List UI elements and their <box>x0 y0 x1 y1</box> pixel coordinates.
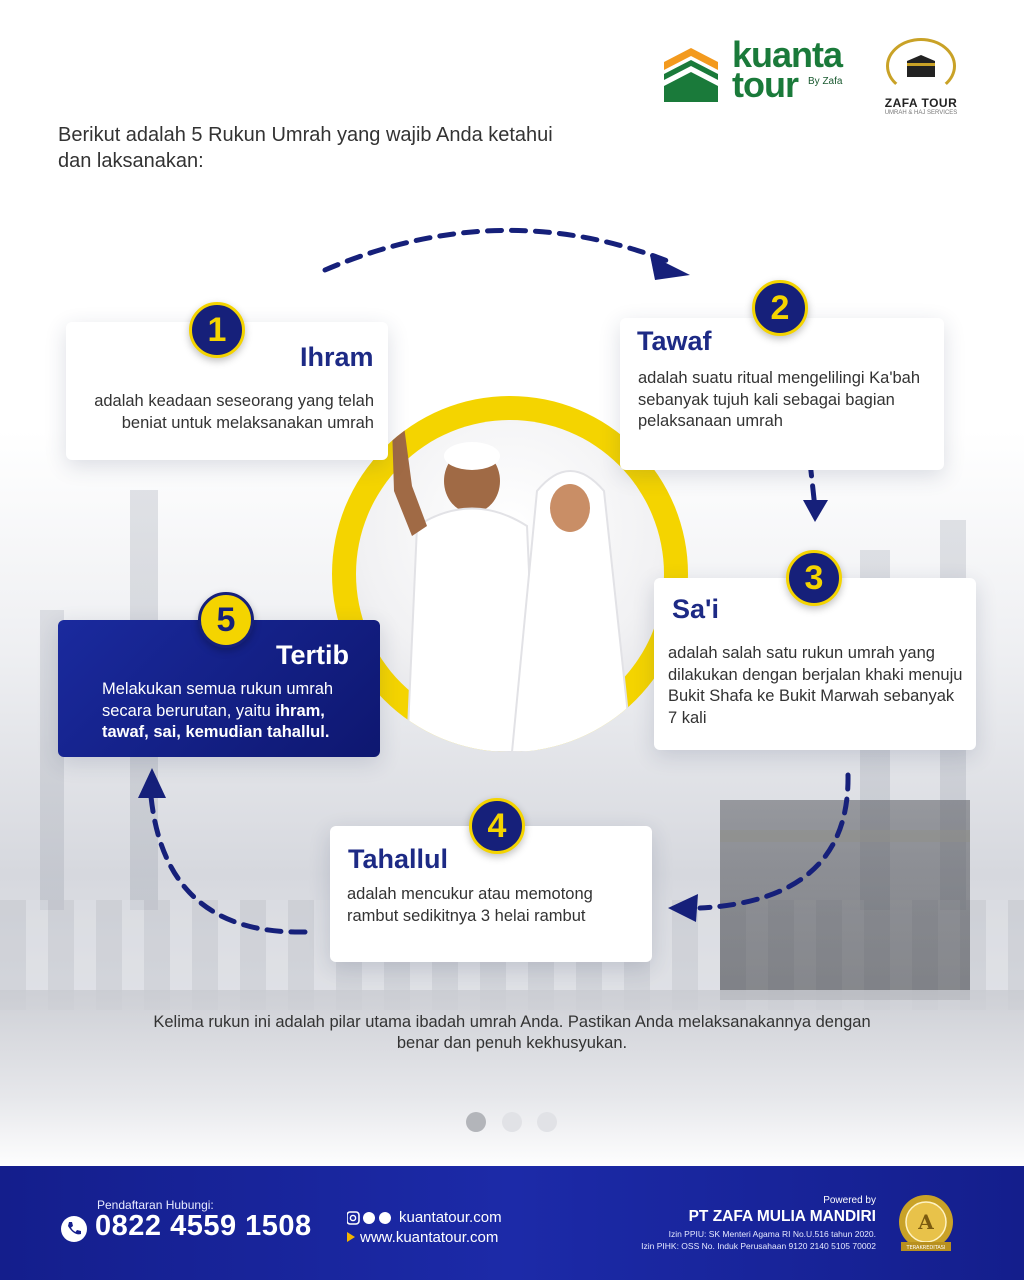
step-number-2: 2 <box>752 280 808 336</box>
phone-icon <box>60 1215 88 1243</box>
accreditation-badge-icon <box>893 1192 959 1258</box>
social-icons <box>347 1211 395 1225</box>
step-number-1: 1 <box>189 302 245 358</box>
step-desc-ihram: adalah keadaan seseorang yang telah beniat untuk melaksanakan umrah <box>94 392 374 432</box>
page-dot-1[interactable] <box>466 1112 486 1132</box>
badge-letter: A <box>918 1210 934 1234</box>
tertib-desc-bold-2: tawaf, sai, kemudian tahallul. <box>102 723 330 741</box>
footer <box>0 1166 1024 1280</box>
step-title-ihram: Ihram <box>300 342 374 372</box>
zafa-name: ZAFA TOUR <box>884 96 958 110</box>
kuanta-logo-icon <box>660 44 722 106</box>
web-arrow-icon <box>347 1232 355 1242</box>
website-link[interactable]: www.kuantatour.com <box>360 1229 499 1246</box>
step-title-sai: Sa'i <box>672 594 719 624</box>
registration-label: Pendaftaran Hubungi: <box>97 1198 214 1212</box>
arrow-1-to-2 <box>325 230 670 270</box>
step-number-5: 5 <box>198 592 254 648</box>
tiktok-icon <box>363 1212 375 1224</box>
zafa-tour-logo <box>878 38 964 118</box>
social-handle[interactable]: kuantatour.com <box>399 1209 502 1226</box>
step-desc-sai: adalah salah satu rukun umrah yang dilakukan dengan berjalan khaki menuju Bukit Shafa ke Bukit Marwah sebanyak 7 kali <box>668 644 963 727</box>
zafa-subtitle: UMRAH & HAJ SERVICES <box>884 110 958 116</box>
tertib-desc-bold-1: ihram, <box>275 701 325 720</box>
phone-number[interactable]: 0822 4559 1508 <box>95 1210 312 1242</box>
zafa-logo-emblem <box>886 38 956 94</box>
company-name: PT ZAFA MULIA MANDIRI <box>688 1208 876 1225</box>
pagination-dots <box>466 1112 566 1134</box>
powered-by-label: Powered by <box>823 1195 876 1206</box>
step-desc-tertib <box>102 679 364 744</box>
step-desc-tahallul: adalah mencukur atau memotong rambut sedikitnya 3 helai rambut <box>347 885 593 925</box>
license-pihk: Izin PIHK: OSS No. Induk Perusahaan 9120 2140 5105 70002 <box>641 1241 876 1251</box>
step-title-tertib: Tertib <box>276 640 349 670</box>
license-ppiu: Izin PPIU: SK Menteri Agama RI No.U.516 tahun 2020. <box>668 1229 876 1239</box>
badge-text: TERAKREDITASI <box>906 1245 946 1251</box>
arrowhead-2 <box>650 255 690 280</box>
kaaba-icon <box>901 51 941 81</box>
kuanta-tour-logo <box>660 34 860 110</box>
intro-text: Berikut adalah 5 Rukun Umrah yang wajib Anda ketahui dan laksanakan: <box>58 124 553 172</box>
kuanta-by-zafa: By Zafa <box>808 76 843 87</box>
kuanta-wordmark-1: kuanta <box>732 34 843 75</box>
step-number-3: 3 <box>786 550 842 606</box>
step-title-tahallul: Tahallul <box>348 844 449 874</box>
closing-text: Kelima rukun ini adalah pilar utama ibadah umrah Anda. Pastikan Anda melaksanakannya dengan benar dan penuh kekhusyukan. <box>153 1013 871 1052</box>
facebook-icon <box>379 1212 391 1224</box>
kuanta-wordmark-2: tour <box>732 64 798 105</box>
page-dot-2[interactable] <box>502 1112 522 1132</box>
step-title-tawaf: Tawaf <box>637 326 712 356</box>
step-desc-tawaf: adalah suatu ritual mengelilingi Ka'bah sebanyak tujuh kali sebagai bagian pelaksanaan umrah <box>638 369 921 430</box>
tertib-desc-text: Melakukan semua rukun umrah secara berurutan, yaitu <box>102 680 334 720</box>
page-dot-3[interactable] <box>537 1112 557 1132</box>
step-number-4: 4 <box>469 798 525 854</box>
instagram-icon <box>347 1212 359 1224</box>
